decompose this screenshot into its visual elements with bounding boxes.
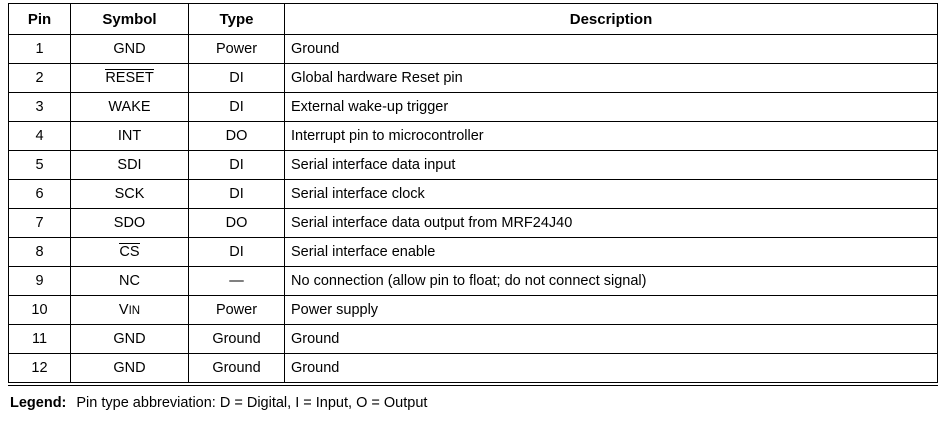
column-header-pin: Pin [9,4,71,35]
symbol-overbar-text: CS [119,244,140,261]
table-row [9,296,938,325]
cell-description: Ground [285,35,938,64]
table-row [9,35,938,64]
table-row [9,93,938,122]
column-header-type: Type [189,4,285,35]
cell-type: Ground [189,354,285,383]
table-row [9,180,938,209]
table-row [9,209,938,238]
table-header [9,4,938,35]
cell-pin: 8 [9,238,71,267]
cell-type: Power [189,296,285,325]
cell-symbol: SDI [71,151,189,180]
cell-symbol: INT [71,122,189,151]
cell-symbol [71,238,189,267]
pin-table [8,3,938,383]
legend-label: Legend: [10,395,67,411]
table-row [9,267,938,296]
cell-pin: 1 [9,35,71,64]
cell-pin: 4 [9,122,71,151]
cell-pin: 2 [9,64,71,93]
cell-symbol: GND [71,354,189,383]
cell-description: Ground [285,325,938,354]
legend-text: Pin type abbreviation: D = Digital, I = Input, O = Output [76,395,428,411]
cell-type: DI [189,93,285,122]
cell-type: DO [189,209,285,238]
cell-symbol: GND [71,35,189,64]
column-header-symbol: Symbol [71,4,189,35]
cell-description: Serial interface data input [285,151,938,180]
table-row [9,238,938,267]
cell-type: Ground [189,325,285,354]
cell-pin: 10 [9,296,71,325]
cell-symbol: SDO [71,209,189,238]
cell-type: DI [189,238,285,267]
symbol-subscript-text: IN [128,305,141,317]
cell-description: Power supply [285,296,938,325]
table-row [9,122,938,151]
cell-symbol [71,64,189,93]
cell-symbol: NC [71,267,189,296]
cell-type: DI [189,180,285,209]
cell-pin: 9 [9,267,71,296]
legend [10,395,427,411]
cell-type: — [189,267,285,296]
cell-type: DO [189,122,285,151]
cell-symbol: WAKE [71,93,189,122]
cell-description: No connection (allow pin to float; do not connect signal) [285,267,938,296]
legend-divider [8,385,938,386]
cell-description: Ground [285,354,938,383]
cell-pin: 11 [9,325,71,354]
table-row [9,151,938,180]
cell-description: External wake-up trigger [285,93,938,122]
cell-pin: 5 [9,151,71,180]
cell-description: Global hardware Reset pin [285,64,938,93]
cell-symbol: GND [71,325,189,354]
cell-pin: 3 [9,93,71,122]
cell-pin: 12 [9,354,71,383]
cell-description: Serial interface enable [285,238,938,267]
table-row [9,354,938,383]
cell-symbol: SCK [71,180,189,209]
table-body [9,35,938,383]
cell-pin: 6 [9,180,71,209]
cell-type: DI [189,64,285,93]
pin-description-table-page [0,3,950,421]
cell-type: Power [189,35,285,64]
symbol-main-text: V [118,302,129,318]
cell-symbol [71,296,189,325]
symbol-overbar-text: RESET [105,70,154,87]
table-header-row [9,4,938,35]
cell-description: Interrupt pin to microcontroller [285,122,938,151]
table-row [9,64,938,93]
cell-description: Serial interface clock [285,180,938,209]
column-header-description: Description [285,4,938,35]
cell-pin: 7 [9,209,71,238]
cell-type: DI [189,151,285,180]
table-row [9,325,938,354]
cell-description: Serial interface data output from MRF24J40 [285,209,938,238]
